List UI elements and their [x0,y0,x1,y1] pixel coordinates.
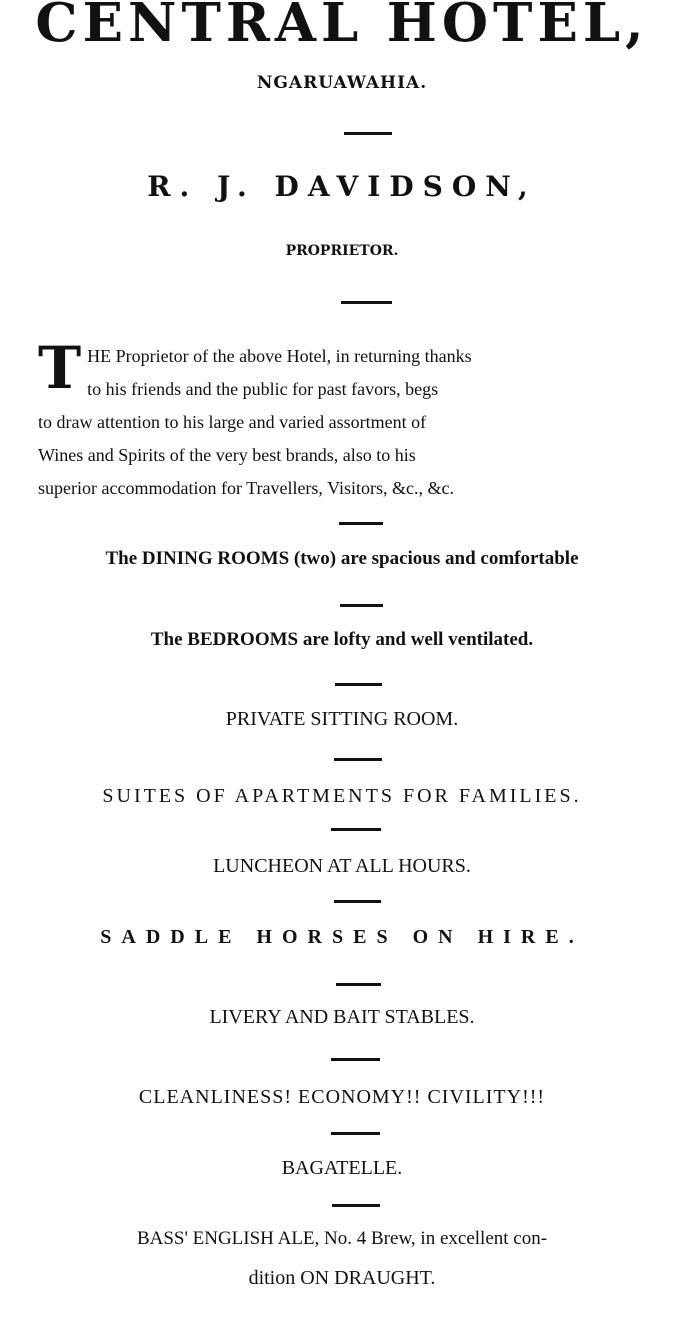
dining-rooms-notice: The DINING ROOMS (two) are spacious and comfortable [105,548,579,569]
intro-line: to his friends and the public for past favors, begs [87,379,439,399]
ale-notice-line: dition ON DRAUGHT. [248,1267,436,1289]
divider-rule [331,828,381,831]
proprietor-role: PROPRIETOR. [285,243,399,259]
suites-notice: SUITES OF APARTMENTS FOR FAMILIES. [102,785,582,807]
intro-line: superior accommodation for Travellers, Visitors, &c., &c. [38,478,455,498]
divider-rule [344,132,392,135]
saddle-horses-notice: SADDLE HORSES ON HIRE. [100,926,584,948]
divider-rule [341,301,392,304]
bedrooms-notice: The BEDROOMS are lofty and well ventilated. [150,629,534,650]
motto-line: CLEANLINESS! ECONOMY!! CIVILITY!!! [138,1086,546,1108]
intro-line: HE Proprietor of the above Hotel, in returning thanks [87,346,472,366]
private-sitting-room-notice: PRIVATE SITTING ROOM. [225,708,459,730]
divider-rule [335,683,382,686]
divider-rule [331,1132,380,1135]
divider-rule [334,758,382,761]
ale-notice-line: BASS' ENGLISH ALE, No. 4 Brew, in excellent con- [136,1228,548,1249]
bagatelle-notice: BAGATELLE. [281,1157,403,1179]
luncheon-notice: LUNCHEON AT ALL HOURS. [213,855,471,877]
intro-line: Wines and Spirits of the very best brands, also to his [38,445,416,465]
intro-line: to draw attention to his large and varied assortment of [38,412,427,432]
drop-cap: T [38,334,82,402]
intro-paragraph [38,334,684,505]
divider-rule [334,900,381,903]
divider-rule [336,983,381,986]
town-name: NGARUAWAHIA. [256,73,428,93]
divider-rule [332,1204,380,1207]
divider-rule [331,1058,380,1061]
proprietor-name: R. J. DAVIDSON, [147,170,537,203]
divider-rule [340,604,383,607]
hotel-title: CENTRAL HOTEL, [35,0,649,54]
divider-rule [339,522,383,525]
livery-stables-notice: LIVERY AND BAIT STABLES. [209,1006,475,1028]
